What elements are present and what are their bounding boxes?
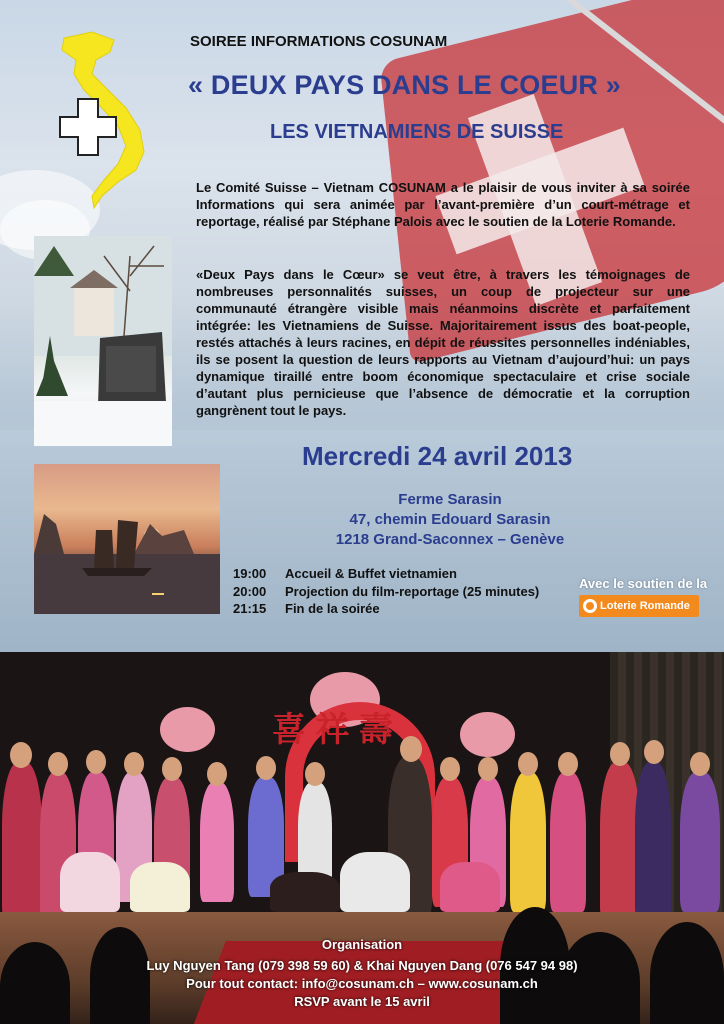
sponsor-logo-text: Loterie Romande [600, 600, 690, 612]
schedule-label: Projection du film-reportage (25 minutes) [285, 584, 540, 599]
performers-group [0, 732, 724, 932]
venue-city: 1218 Grand-Saconnex – Genève [335, 531, 565, 548]
venue-name: Ferme Sarasin [398, 491, 502, 508]
schedule-item [233, 584, 539, 599]
contact-info: Pour tout contact: info@cosunam.ch – www.cosunam.ch [186, 976, 538, 991]
schedule-time: 19:00 [233, 566, 267, 581]
organizers-contact: Luy Nguyen Tang (079 398 59 60) & Khai Nguyen Dang (076 547 94 98) [146, 958, 578, 973]
schedule-item [233, 566, 457, 581]
schedule-item [233, 601, 380, 616]
schedule-time: 20:00 [233, 584, 267, 599]
venue-street: 47, chemin Edouard Sarasin [349, 511, 551, 528]
chinese-characters-decoration: 喜 祥 壽 [272, 711, 393, 749]
page-subtitle: LES VIETNAMIENS DE SUISSE [270, 121, 564, 143]
organisation-heading: Organisation [321, 937, 403, 952]
rsvp-note: RSVP avant le 15 avril [294, 994, 430, 1009]
schedule-label: Fin de la soirée [285, 601, 380, 616]
description-paragraph: «Deux Pays dans le Cœur» se veut être, à travers les témoignages de nombreuses personnalités suisses, un coup de projecteur sur une communauté étrangère visible mais néanmoins discrète et parfaitement intégrée: les Vietnamiens de Suisse. Majoritairement issus des boat-people, restés attachés à leurs racines, en dépit de réussites personnelles indéniables, ils se posent la question de leurs rapports au Vietnam d’aujourd’hui: un pays dynamique tiraillé entre boom économique spectaculaire et crise sociale d’autant plus pernicieuse que l’absence de démocratie et la corruption gangrènent tout le pays. [196, 267, 690, 418]
schedule-time: 21:15 [233, 601, 267, 616]
event-date: Mercredi 24 avril 2013 [302, 441, 573, 471]
page-title: « DEUX PAYS DANS LE COEUR » [188, 70, 622, 100]
halong-bay-photo [34, 464, 220, 614]
swiss-cross-icon [58, 97, 118, 157]
sponsor-label: Avec le soutien de la [579, 576, 708, 591]
event-type-label: SOIREE INFORMATIONS COSUNAM [190, 33, 448, 50]
intro-paragraph: Le Comité Suisse – Vietnam COSUNAM a le plaisir de vous inviter à sa soirée Informations qui sera animée par l’avant-première d’un court-métrage et reportage, réalisé par Stéphane Palois avec le soutien de la Loterie Romande. [196, 180, 690, 229]
schedule-label: Accueil & Buffet vietnamien [285, 566, 457, 581]
memorial-photo [34, 236, 172, 446]
loterie-romande-logo-icon [579, 595, 699, 617]
